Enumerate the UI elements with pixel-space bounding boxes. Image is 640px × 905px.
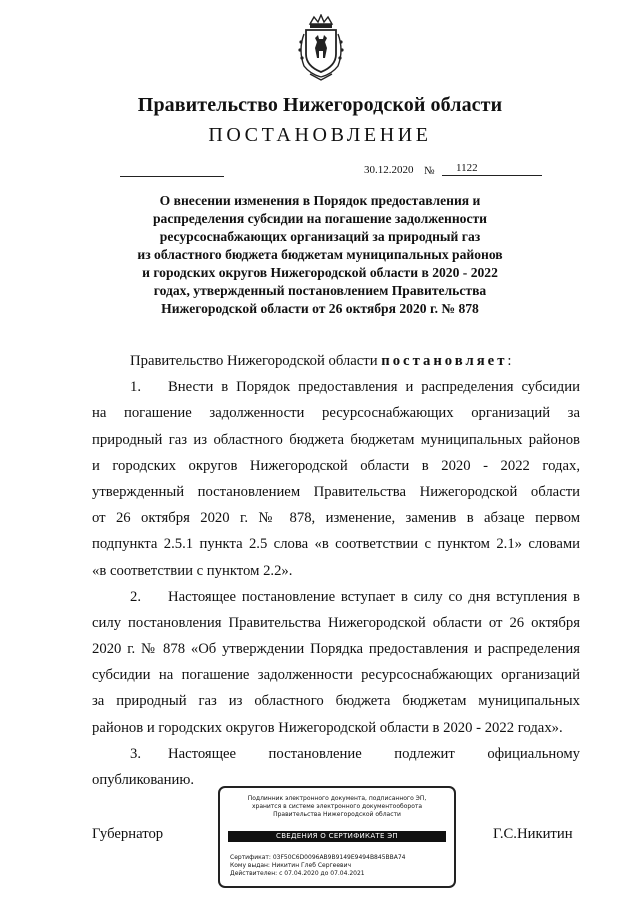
stamp-header-bar: СВЕДЕНИЯ О СЕРТИФИКАТЕ ЭП — [228, 831, 446, 842]
stamp-line: Подлинник электронного документа, подписанного ЭП, — [247, 795, 427, 802]
heading-line: и городских округов Нижегородской области в 2020 - 2022 — [142, 265, 498, 280]
stamp-line: Правительства Нижегородской области — [273, 811, 401, 818]
item-line: опубликованию. — [92, 772, 195, 788]
coat-of-arms-icon — [296, 14, 346, 82]
signatory-position: Губернатор — [92, 826, 164, 842]
item-line: и городских округов Нижегородской области в 2020 - 2022 годах, — [92, 457, 580, 474]
signatory-name: Г.С.Никитин — [493, 826, 573, 842]
number-label: № — [424, 165, 435, 177]
item-number: 2. — [130, 588, 142, 605]
item-2-first-line — [92, 584, 580, 610]
preamble-colon: : — [507, 353, 512, 369]
decree-word: постановляет — [381, 353, 508, 369]
stamp-line: хранится в системе электронного документооборота — [251, 803, 423, 810]
item-line: «в соответствии с пунктом 2.2». — [92, 562, 293, 579]
item-line: природный газ из областного бюджета бюджетам муниципальных районов — [92, 431, 580, 448]
heading-line: годах, утвержденный постановлением Правительства — [153, 283, 487, 298]
item-line: районов и городских округов Нижегородской области в 2020 - 2022 годах». — [92, 719, 563, 736]
heading-line: Нижегородской области от 26 октября 2020 г. № 878 — [161, 301, 479, 316]
document-date: 30.12.2020 — [364, 164, 414, 176]
item-1-first-line — [92, 374, 580, 400]
item-line: субсидии на погашение задолженности ресурсоснабжающих организаций — [92, 667, 580, 684]
blank-line — [120, 176, 224, 177]
item-text: Настоящее постановление вступает в силу со дня вступления в — [168, 588, 580, 605]
item-line: от 26 октября 2020 г. № 878, изменение, заменив в абзаце первом — [92, 510, 580, 527]
item-line: на погашение задолженности ресурсоснабжающих организаций за — [92, 405, 580, 422]
document-type: ПОСТАНОВЛЕНИЕ — [208, 124, 432, 146]
item-text: Внести в Порядок предоставления и распределения субсидии — [168, 379, 580, 396]
preamble — [92, 348, 580, 374]
document-heading — [110, 192, 530, 318]
heading-line: распределения субсидии на погашение задолженности — [152, 211, 488, 226]
item-line: силу постановления Правительства Нижегородской области от 26 октября — [92, 614, 580, 631]
item-text: Настоящее постановление подлежит официальному — [168, 745, 580, 762]
heading-line: ресурсоснабжающих организаций за природный газ — [159, 229, 481, 244]
stamp-notice — [228, 795, 446, 819]
item-number: 3. — [130, 745, 142, 762]
document-body — [92, 348, 580, 793]
certificate-owner: Кому выдан: Никитин Глеб Сергеевич — [230, 862, 352, 869]
electronic-signature-stamp — [218, 786, 456, 888]
heading-line: О внесении изменения в Порядок предоставления и — [159, 193, 481, 208]
certificate-details — [230, 854, 446, 878]
preamble-text: Правительство Нижегородской области — [130, 353, 378, 369]
certificate-validity: Действителен: с 07.04.2020 до 07.04.2021 — [230, 870, 365, 877]
government-name: Правительство Нижегородской области — [137, 94, 503, 116]
item-3-first-line — [92, 741, 580, 767]
item-line: утвержденный постановлением Правительства Нижегородской области — [92, 483, 580, 500]
item-line: подпункта 2.5.1 пункта 2.5 слова «в соответствии с пунктом 2.1» словами — [92, 536, 580, 553]
item-number: 1. — [130, 379, 142, 396]
document-number: 1122 — [442, 162, 542, 176]
certificate-id: Сертификат: 03F50C6D0096AB9B9149E9494B845BBA74 — [230, 854, 406, 861]
item-line: 2020 г. № 878 «Об утверждении Порядка предоставления и распределения — [92, 641, 580, 658]
item-line: за природный газ из областного бюджета бюджетам муниципальных — [92, 693, 580, 710]
heading-line: из областного бюджета бюджетам муниципальных районов — [137, 247, 503, 262]
